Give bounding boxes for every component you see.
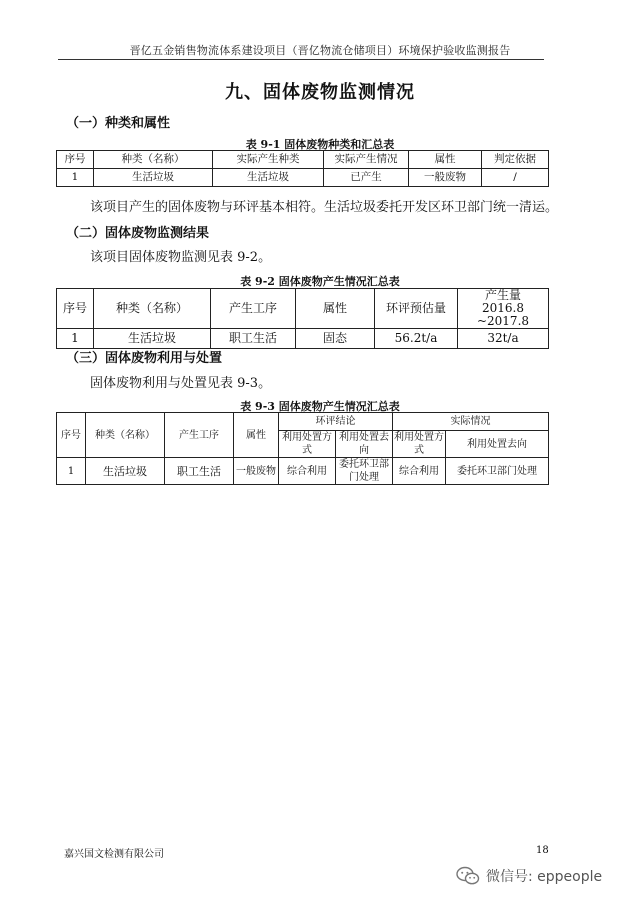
table-cell: 一般废物 <box>234 458 279 485</box>
page-title: 九、固体废物监测情况 <box>225 82 415 103</box>
table-cell: 综合利用 <box>393 458 446 485</box>
header-cell: 属性 <box>234 413 279 458</box>
header-cell: 序号 <box>57 413 86 458</box>
table-header-row <box>57 289 549 329</box>
header-cell: 实际情况 <box>393 413 549 431</box>
table-caption-9-3: 表 9-3 固体废物产生情况汇总表 <box>240 400 400 413</box>
header-cell: 序号 <box>57 151 94 169</box>
header-cell <box>458 289 549 329</box>
table-cell: / <box>482 169 549 187</box>
paragraph-1: 该项目产生的固体废物与环评基本相符。生活垃圾委托开发区环卫部门统一清运。 <box>90 200 559 215</box>
table-cell: 56.2t/a <box>375 329 458 349</box>
wechat-icon <box>456 866 480 886</box>
header-cell: 种类（名称） <box>94 289 211 329</box>
wechat-id: 微信号: eppeople <box>486 869 603 885</box>
table-cell: 1 <box>57 169 94 187</box>
table-9-2 <box>56 288 549 349</box>
table-cell: 职工生活 <box>165 458 234 485</box>
header-rule <box>58 59 544 60</box>
table-9-1 <box>56 150 549 187</box>
header-cell: 环评结论 <box>279 413 393 431</box>
table-cell: 32t/a <box>458 329 549 349</box>
table-row <box>57 169 549 187</box>
section-heading-2: （二）固体废物监测结果 <box>66 226 210 241</box>
table-header-row <box>57 413 549 431</box>
table-cell: 综合利用 <box>279 458 336 485</box>
section-heading-3: （三）固体废物利用与处置 <box>66 351 223 366</box>
table-cell: 委托环卫部门处理 <box>446 458 549 485</box>
header-cell: 利用处置方式 <box>394 432 444 456</box>
header-cell: 种类（名称） <box>86 413 165 458</box>
table-cell: 生活垃圾 <box>86 458 165 485</box>
section-heading-1: （一）种类和属性 <box>66 116 171 131</box>
header-cell: 种类（名称） <box>94 151 213 169</box>
table-cell: 1 <box>57 458 86 485</box>
table-header-row <box>57 151 549 169</box>
header-cell: 环评预估量 <box>375 289 458 329</box>
header-cell-label: 产生量 <box>484 288 521 302</box>
table-cell: 生活垃圾 <box>213 169 324 187</box>
header-cell: 产生工序 <box>211 289 296 329</box>
paragraph-2: 该项目固体废物监测见表 9-2。 <box>90 250 272 265</box>
header-cell: 属性 <box>296 289 375 329</box>
header-cell: 属性 <box>409 151 482 169</box>
page-header: 晋亿五金销售物流体系建设项目（晋亿物流仓储项目）环境保护验收监测报告 <box>129 44 511 57</box>
header-cell: 实际产生种类 <box>213 151 324 169</box>
table-caption-9-2: 表 9-2 固体废物产生情况汇总表 <box>240 275 400 288</box>
header-cell: 产生工序 <box>165 413 234 458</box>
table-cell: 一般废物 <box>409 169 482 187</box>
table-9-3 <box>56 412 549 485</box>
table-cell: 职工生活 <box>211 329 296 349</box>
table-cell: 固态 <box>296 329 375 349</box>
table-row <box>57 329 549 349</box>
table-cell: 已产生 <box>324 169 409 187</box>
footer-company: 嘉兴国文检测有限公司 <box>64 849 164 860</box>
header-cell: 利用处置方式 <box>279 431 336 458</box>
table-row <box>57 458 549 485</box>
table-cell: 委托环卫部门处理 <box>336 458 393 485</box>
header-cell-period: 2016.8 ~2017.8 <box>476 301 530 328</box>
header-cell: 利用处置去向 <box>446 431 549 458</box>
table-cell: 1 <box>57 329 94 349</box>
header-cell: 利用处置去向 <box>336 431 393 458</box>
table-caption-9-1: 表 9-1 固体废物种类和汇总表 <box>245 138 395 151</box>
wechat-watermark <box>456 866 602 886</box>
table-cell: 生活垃圾 <box>94 169 213 187</box>
header-cell: 序号 <box>57 289 94 329</box>
header-cell: 实际产生情况 <box>324 151 409 169</box>
header-cell: 判定依据 <box>482 151 549 169</box>
paragraph-3: 固体废物利用与处置见表 9-3。 <box>90 376 272 391</box>
table-cell: 生活垃圾 <box>94 329 211 349</box>
page-number: 18 <box>536 845 549 856</box>
